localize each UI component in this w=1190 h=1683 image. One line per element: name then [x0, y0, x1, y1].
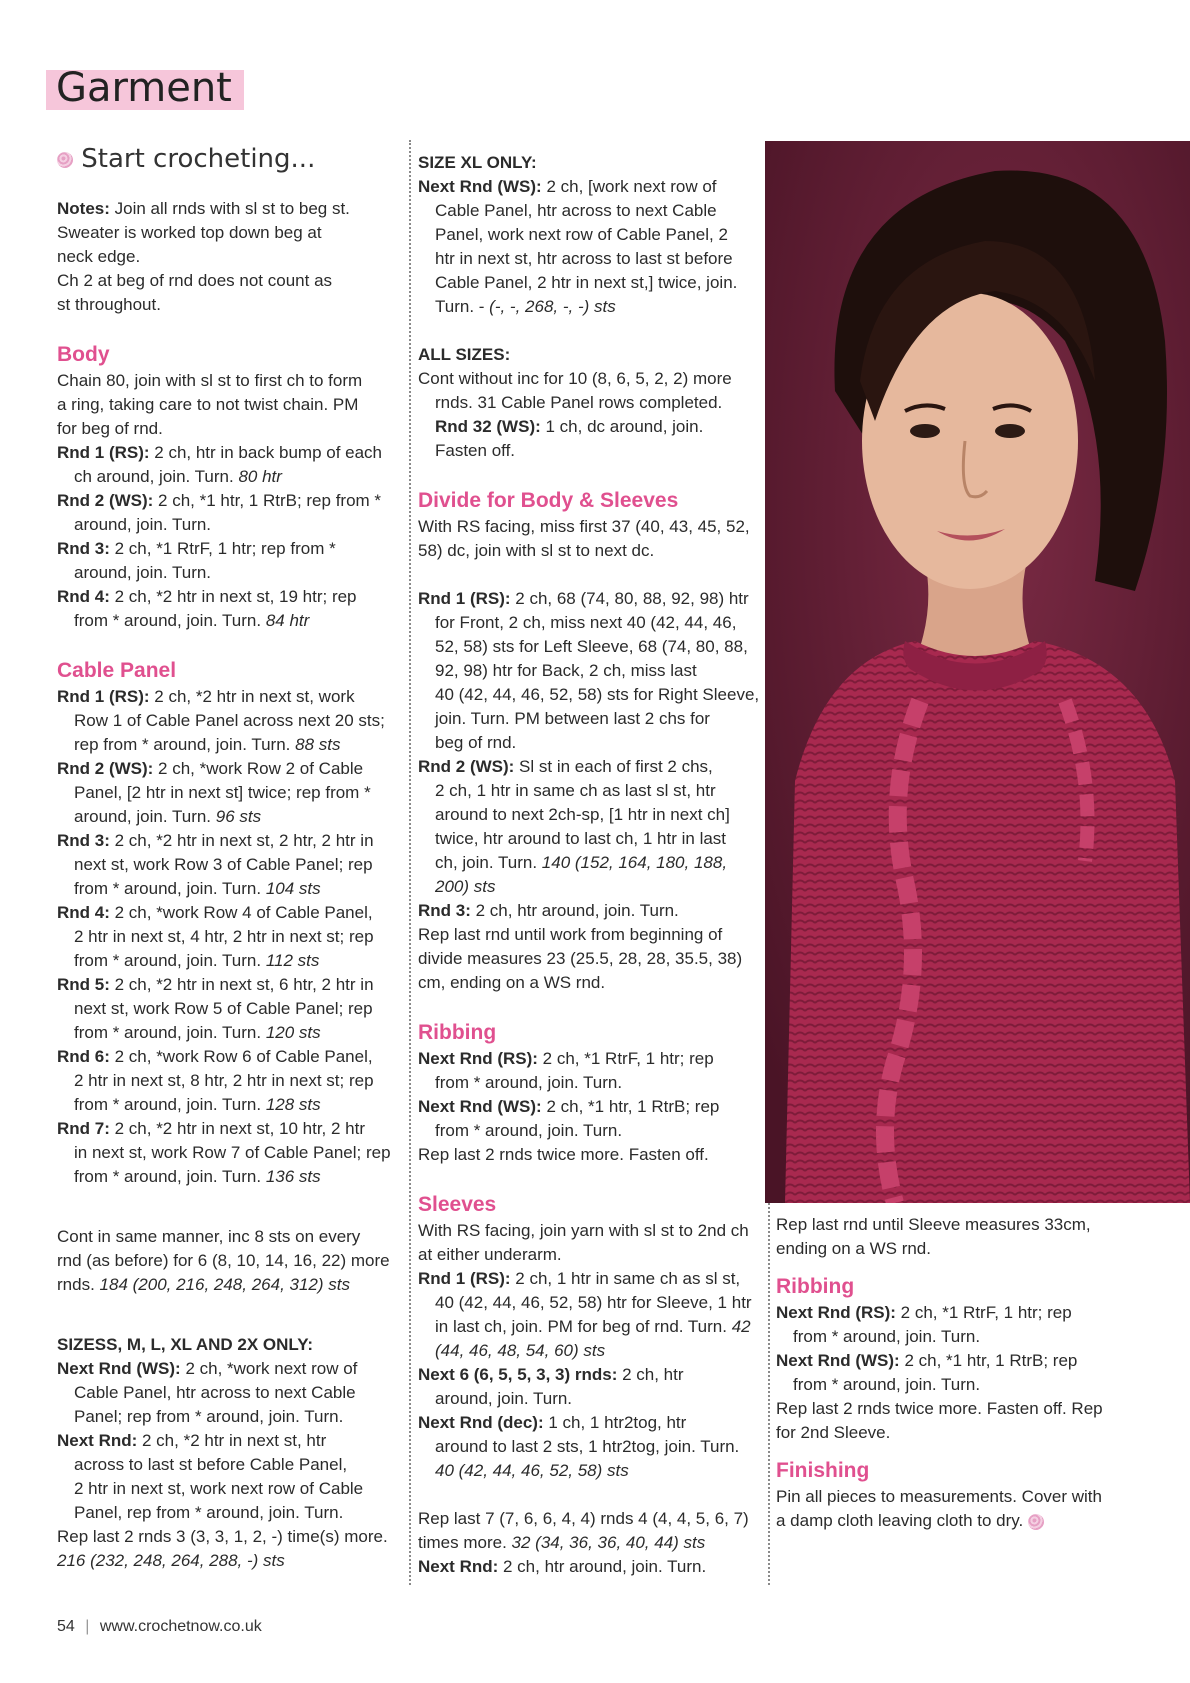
- instruction-round: Rnd 7: 2 ch, *2 htr in next st, 10 htr, 2 htr in next st, work Row 7 of Cable Panel; rep from * around, join. Turn. 136 sts: [57, 1119, 391, 1186]
- instruction-round: Rnd 1 (RS): 2 ch, 68 (74, 80, 88, 92, 98) htr for Front, 2 ch, miss next 40 (42, 44, 46, 52, 58) sts for Left Sleeve, 68 (74, 80, 88, 92, 98) htr for Back, 2 ch, miss last 40 (42, 44, 46, 52, 58) sts for Right Sleeve, join. Turn. PM between last 2 chs for beg of rnd.: [418, 589, 760, 752]
- page-number: 54: [57, 1618, 75, 1635]
- instruction-round: Rnd 2 (WS): 2 ch, *work Row 2 of Cable Panel, [2 htr in next st] twice; rep from * around, join. Turn. 96 sts: [57, 759, 371, 826]
- notes-line: Sweater is worked top down beg at: [57, 223, 322, 242]
- column-3: [776, 1213, 1121, 1533]
- body-line: 58) dc, join with sl st to next dc.: [418, 541, 655, 560]
- instruction-round: Rnd 2 (WS): Sl st in each of first 2 chs, 2 ch, 1 htr in same ch as last sl st, htr around to next 2ch-sp, [1 htr in next ch] twice, htr around to last ch, 1 htr in last ch, join. Turn. 140 (152, 164, 180, 188, 200) sts: [418, 757, 730, 896]
- notes-line: Ch 2 at beg of rnd does not count as: [57, 271, 333, 290]
- column-2: [418, 151, 763, 1579]
- instruction-round: Next Rnd (dec): 1 ch, 1 htr2tog, htr around to last 2 sts, 1 htr2tog, join. Turn. 40 (42, 44, 46, 52, 58) sts: [418, 1413, 740, 1480]
- instruction-round: Next Rnd: 2 ch, *2 htr in next st, htr across to last st before Cable Panel, 2 htr in next st, work next row of Cable Panel, rep from * around, join. Turn.: [57, 1431, 364, 1522]
- body-line: cm, ending on a WS rnd.: [418, 973, 606, 992]
- notes-label: Notes:: [57, 199, 110, 218]
- model-photo: [765, 141, 1190, 1203]
- notes-line: neck edge.: [57, 247, 141, 266]
- instruction-round: Rnd 3: 2 ch, htr around, join. Turn.: [418, 901, 679, 920]
- instruction-round: Next Rnd (RS): 2 ch, *1 RtrF, 1 htr; rep from * around, join. Turn.: [776, 1303, 1072, 1346]
- instruction-round: Rnd 1 (RS): 2 ch, *2 htr in next st, work Row 1 of Cable Panel across next 20 sts; rep from * around, join. Turn. 88 sts: [57, 687, 385, 754]
- body-line: With RS facing, join yarn with sl st to 2nd ch: [418, 1221, 749, 1240]
- page-title: Garment: [56, 65, 232, 111]
- instruction-round: Rnd 3: 2 ch, *2 htr in next st, 2 htr, 2 htr in next st, work Row 3 of Cable Panel; rep from * around, join. Turn. 104 sts: [57, 831, 374, 898]
- body-line: a ring, taking care to not twist chain. PM: [57, 395, 359, 414]
- section-heading-cable-panel: Cable Panel: [57, 659, 177, 682]
- body-line: rnds. 184 (200, 216, 248, 264, 312) sts: [57, 1275, 350, 1294]
- start-heading-text: Start crocheting...: [81, 144, 316, 174]
- instruction-text: Cont without inc for 10 (8, 6, 5, 2, 2) more rnds. 31 Cable Panel rows completed. Rnd 32 (WS): 1 ch, dc around, join. Fasten off.: [418, 369, 732, 460]
- instruction-round: Rnd 1 (RS): 2 ch, 1 htr in same ch as sl st, 40 (42, 44, 46, 52, 58) htr for Sleeve, 1 htr in last ch, join. PM for beg of rnd. Turn. 42 (44, 46, 48, 54, 60) sts: [418, 1269, 752, 1360]
- subheading-all-sizes: ALL SIZES:: [418, 345, 511, 364]
- section-heading-divide: Divide for Body & Sleeves: [418, 489, 679, 512]
- yarn-ball-icon: [57, 152, 73, 168]
- instruction-round: Next Rnd (WS): 2 ch, *1 htr, 1 RtrB; rep from * around, join. Turn.: [418, 1097, 720, 1140]
- section-heading-ribbing: Ribbing: [776, 1275, 855, 1298]
- stitch-count: 216 (232, 248, 264, 288, -) sts: [57, 1551, 285, 1570]
- body-line: Cont in same manner, inc 8 sts on every: [57, 1227, 361, 1246]
- body-line: Rep last rnd until work from beginning of: [418, 925, 723, 944]
- body-line: for 2nd Sleeve.: [776, 1423, 891, 1442]
- instruction-round: Rnd 4: 2 ch, *work Row 4 of Cable Panel, 2 htr in next st, 4 htr, 2 htr in next st; rep from * around, join. Turn. 112 sts: [57, 903, 374, 970]
- section-heading-body: Body: [57, 343, 110, 366]
- body-line: Chain 80, join with sl st to first ch to form: [57, 371, 363, 390]
- body-line: ending on a WS rnd.: [776, 1239, 931, 1258]
- body-line: Rep last 2 rnds twice more. Fasten off. Rep: [776, 1399, 1103, 1418]
- instruction-round: Rnd 4: 2 ch, *2 htr in next st, 19 htr; rep from * around, join. Turn. 84 htr: [57, 587, 357, 630]
- body-line: divide measures 23 (25.5, 28, 28, 35.5, 38): [418, 949, 743, 968]
- instruction-round: Next 6 (6, 5, 5, 3, 3) rnds: 2 ch, htr around, join. Turn.: [418, 1365, 684, 1408]
- website-link[interactable]: www.crochetnow.co.uk: [99, 1618, 262, 1635]
- instruction-round: Rnd 1 (RS): 2 ch, htr in back bump of each ch around, join. Turn. 80 htr: [57, 443, 383, 486]
- subheading-size-xl: SIZE XL ONLY:: [418, 153, 537, 172]
- body-line: With RS facing, miss first 37 (40, 43, 45, 52,: [418, 517, 750, 536]
- instruction-round: Next Rnd (RS): 2 ch, *1 RtrF, 1 htr; rep from * around, join. Turn.: [418, 1049, 714, 1092]
- section-heading-ribbing: Ribbing: [418, 1021, 497, 1044]
- body-line: at either underarm.: [418, 1245, 562, 1264]
- body-line: for beg of rnd.: [57, 419, 163, 438]
- instruction-round: Next Rnd (WS): 2 ch, [work next row of Cable Panel, htr across to next Cable Panel, work next row of Cable Panel, 2 htr in next st, htr across to last st before Cable Panel, 2 htr in next st,] twice, join. Turn. - (-, -, 268, -, -) sts: [418, 177, 738, 316]
- instruction-round: Rnd 2 (WS): 2 ch, *1 htr, 1 RtrB; rep from * around, join. Turn.: [57, 491, 382, 534]
- column-divider: [768, 1203, 770, 1585]
- instruction-round: Rnd 6: 2 ch, *work Row 6 of Cable Panel, 2 htr in next st, 8 htr, 2 htr in next st; rep from * around, join. Turn. 128 sts: [57, 1047, 374, 1114]
- body-line: Rep last 2 rnds twice more. Fasten off.: [418, 1145, 709, 1164]
- body-line: rnd (as before) for 6 (8, 10, 14, 16, 22) more: [57, 1251, 390, 1270]
- body-line: Rep last rnd until Sleeve measures 33cm,: [776, 1215, 1091, 1234]
- yarn-ball-icon: [1028, 1514, 1044, 1530]
- body-line: times more. 32 (34, 36, 36, 40, 44) sts: [418, 1533, 706, 1552]
- notes-line: Join all rnds with sl st to beg st.: [109, 199, 350, 218]
- column-divider: [409, 140, 411, 1585]
- section-heading-finishing: Finishing: [776, 1459, 870, 1482]
- instruction-round: Next Rnd (WS): 2 ch, *work next row of Cable Panel, htr across to next Cable Panel; rep from * around, join. Turn.: [57, 1359, 358, 1426]
- instruction-round: Rnd 3: 2 ch, *1 RtrF, 1 htr; rep from * around, join. Turn.: [57, 539, 336, 582]
- body-line: Rep last 7 (7, 6, 6, 4, 4) rnds 4 (4, 4, 5, 6, 7): [418, 1509, 749, 1528]
- notes-line: st throughout.: [57, 295, 161, 314]
- instruction-round: Next Rnd (WS): 2 ch, *1 htr, 1 RtrB; rep from * around, join. Turn.: [776, 1351, 1078, 1394]
- section-heading-sleeves: Sleeves: [418, 1193, 497, 1216]
- start-heading: [57, 143, 315, 175]
- body-line: a damp cloth leaving cloth to dry.: [776, 1509, 1121, 1533]
- instruction-round: Next Rnd: 2 ch, htr around, join. Turn.: [418, 1557, 707, 1576]
- subheading-sizes: SIZESS, M, L, XL AND 2X ONLY:: [57, 1335, 313, 1354]
- column-1: [57, 197, 402, 1573]
- footer: 54 | www.crochetnow.co.uk: [57, 1618, 262, 1635]
- body-line: Pin all pieces to measurements. Cover with: [776, 1487, 1102, 1506]
- body-line: Rep last 2 rnds 3 (3, 3, 1, 2, -) time(s) more.: [57, 1527, 388, 1546]
- instruction-round: Rnd 5: 2 ch, *2 htr in next st, 6 htr, 2 htr in next st, work Row 5 of Cable Panel; rep from * around, join. Turn. 120 sts: [57, 975, 374, 1042]
